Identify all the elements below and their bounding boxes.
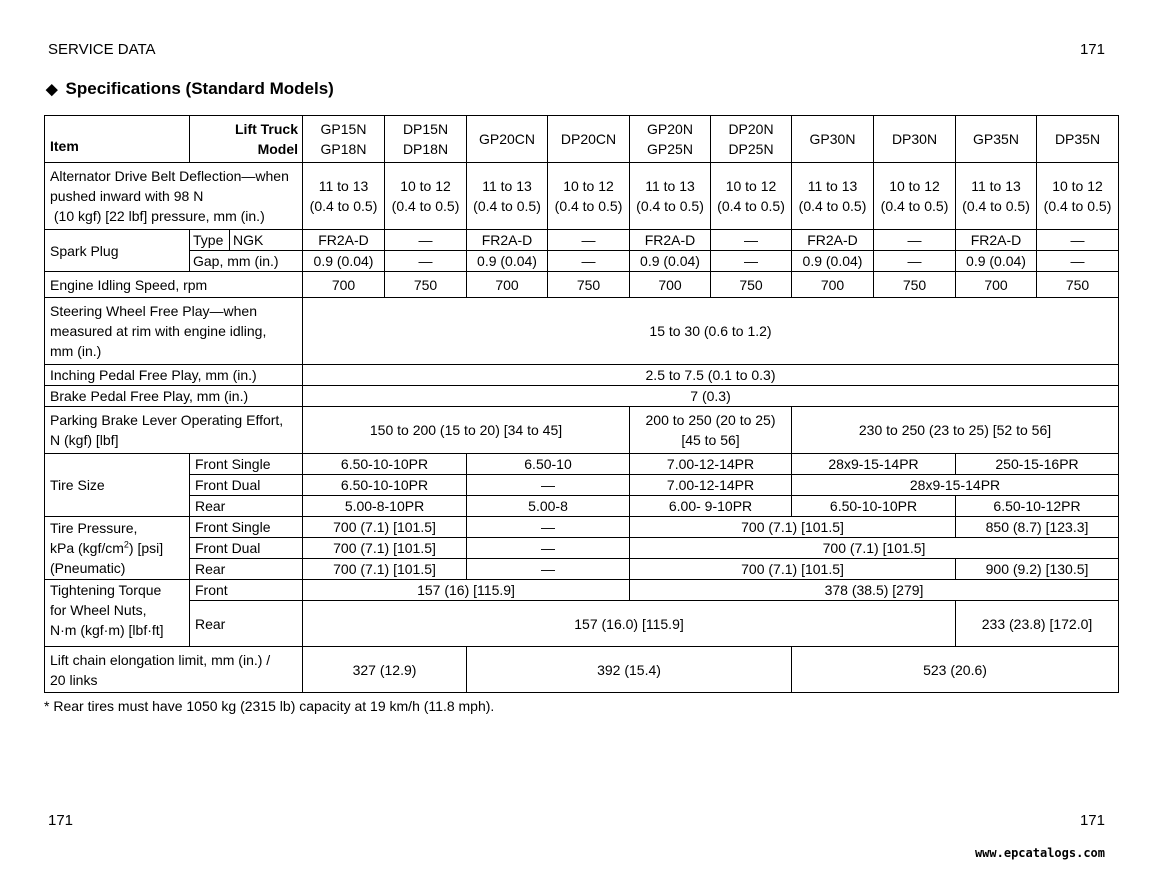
- parking-brake-value: 230 to 250 (23 to 25) [52 to 56]: [792, 407, 1119, 454]
- idle-speed-value: 750: [1037, 272, 1119, 298]
- model-header: DP20CN: [548, 116, 630, 163]
- idle-speed-value: 700: [630, 272, 711, 298]
- idle-speed-value: 700: [956, 272, 1037, 298]
- tire-pressure-value: —: [467, 517, 630, 538]
- idle-speed-value: 750: [874, 272, 956, 298]
- tire-pressure-sub-label: Front Dual: [190, 538, 303, 559]
- torque-value: 157 (16) [115.9]: [303, 580, 630, 601]
- table-row-brake: [45, 386, 1119, 407]
- spark-gap-label: Gap, mm (in.): [190, 251, 303, 272]
- model-header: GP30N: [792, 116, 874, 163]
- tire-pressure-value: 700 (7.1) [101.5]: [303, 517, 467, 538]
- tire-size-value: 6.50-10-10PR: [303, 475, 467, 496]
- inching-label: Inching Pedal Free Play, mm (in.): [45, 365, 303, 386]
- idle-speed-value: 700: [303, 272, 385, 298]
- tire-pressure-sub-label: Rear: [190, 559, 303, 580]
- page-number-bottom-left: 171: [48, 812, 74, 829]
- idle-speed-value: 750: [711, 272, 792, 298]
- spark-gap-value: —: [874, 251, 956, 272]
- spark-type-value: FR2A-D: [956, 230, 1037, 251]
- tire-size-sub-label: Rear: [190, 496, 303, 517]
- tire-size-sub-label: Front Single: [190, 454, 303, 475]
- alternator-value: 11 to 13 (0.4 to 0.5): [630, 163, 711, 230]
- torque-sub-label: Front: [190, 580, 303, 601]
- brake-value: 7 (0.3): [303, 386, 1119, 407]
- idle-speed-value: 700: [792, 272, 874, 298]
- idle-speed-value: 750: [548, 272, 630, 298]
- torque-value: 157 (16.0) [115.9]: [303, 601, 956, 647]
- page-title: [46, 79, 334, 99]
- table-row-inching: [45, 365, 1119, 386]
- table-row-tire-pressure-rear: [45, 559, 1119, 580]
- table-header-row: [45, 116, 1119, 163]
- alternator-value: 11 to 13 (0.4 to 0.5): [956, 163, 1037, 230]
- table-row-tire-pressure-front-single: [45, 517, 1119, 538]
- spark-type-value: —: [711, 230, 792, 251]
- spark-type-label: Type: [190, 230, 230, 251]
- table-row-tire-size-rear: [45, 496, 1119, 517]
- footnote: * Rear tires must have 1050 kg (2315 lb) capacity at 19 km/h (11.8 mph).: [44, 698, 495, 714]
- spark-type-value: —: [548, 230, 630, 251]
- spark-type-brand: NGK: [230, 230, 303, 251]
- tire-pressure-value: 850 (8.7) [123.3]: [956, 517, 1119, 538]
- table-row-tire-size-front-dual: [45, 475, 1119, 496]
- idle-speed-label: Engine Idling Speed, rpm: [45, 272, 303, 298]
- tire-size-value: 6.50-10: [467, 454, 630, 475]
- diamond-bullet-icon: ◆: [46, 81, 58, 98]
- parking-brake-value: 150 to 200 (15 to 20) [34 to 45]: [303, 407, 630, 454]
- alternator-value: 11 to 13 (0.4 to 0.5): [467, 163, 548, 230]
- alternator-value: 10 to 12 (0.4 to 0.5): [548, 163, 630, 230]
- chain-value: 523 (20.6): [792, 647, 1119, 693]
- model-header: DP15N DP18N: [385, 116, 467, 163]
- tire-size-value: 6.00- 9-10PR: [630, 496, 792, 517]
- steering-value: 15 to 30 (0.6 to 1.2): [303, 298, 1119, 365]
- table-row-parking-brake: [45, 407, 1119, 454]
- torque-value: 233 (23.8) [172.0]: [956, 601, 1119, 647]
- page-number-top: 171: [1079, 41, 1105, 58]
- chain-value: 327 (12.9): [303, 647, 467, 693]
- inching-value: 2.5 to 7.5 (0.1 to 0.3): [303, 365, 1119, 386]
- tire-size-value: —: [467, 475, 630, 496]
- alternator-value: 11 to 13 (0.4 to 0.5): [303, 163, 385, 230]
- table-row-spark-plug-type: [45, 230, 1119, 251]
- spark-gap-value: 0.9 (0.04): [303, 251, 385, 272]
- table-row-torque-rear: [45, 601, 1119, 647]
- spark-gap-value: 0.9 (0.04): [792, 251, 874, 272]
- model-header: GP20N GP25N: [630, 116, 711, 163]
- table-row-idle-speed: [45, 272, 1119, 298]
- tire-pressure-sub-label: Front Single: [190, 517, 303, 538]
- site-watermark: www.epcatalogs.com: [974, 846, 1105, 860]
- torque-label: Tightening Torque for Wheel Nuts, N·m (kgf·m) [lbf·ft]: [45, 580, 190, 647]
- model-header: GP35N: [956, 116, 1037, 163]
- table-row-torque-front: [45, 580, 1119, 601]
- spark-gap-value: —: [1037, 251, 1119, 272]
- alternator-value: 10 to 12 (0.4 to 0.5): [1037, 163, 1119, 230]
- alternator-value: 10 to 12 (0.4 to 0.5): [874, 163, 956, 230]
- tire-pressure-value: —: [467, 559, 630, 580]
- tire-pressure-value: 900 (9.2) [130.5]: [956, 559, 1119, 580]
- chain-value: 392 (15.4): [467, 647, 792, 693]
- table-row-chain: [45, 647, 1119, 693]
- tire-pressure-value: 700 (7.1) [101.5]: [303, 559, 467, 580]
- tire-size-value: 7.00-12-14PR: [630, 454, 792, 475]
- torque-value: 378 (38.5) [279]: [630, 580, 1119, 601]
- torque-sub-label: Rear: [190, 601, 303, 647]
- parking-brake-label: Parking Brake Lever Operating Effort, N (kgf) [lbf]: [45, 407, 303, 454]
- model-header: DP35N: [1037, 116, 1119, 163]
- table-row-alternator: [45, 163, 1119, 230]
- idle-speed-value: 750: [385, 272, 467, 298]
- spark-type-value: —: [1037, 230, 1119, 251]
- spark-type-value: —: [385, 230, 467, 251]
- idle-speed-value: 700: [467, 272, 548, 298]
- spark-gap-value: 0.9 (0.04): [956, 251, 1037, 272]
- tire-pressure-value: 700 (7.1) [101.5]: [630, 517, 956, 538]
- tire-size-value: 6.50-10-10PR: [792, 496, 956, 517]
- tire-size-label: Tire Size: [45, 454, 190, 517]
- steering-label: Steering Wheel Free Play—when measured at rim with engine idling, mm (in.): [45, 298, 303, 365]
- chain-label: Lift chain elongation limit, mm (in.) / 20 links: [45, 647, 303, 693]
- tire-size-value: 5.00-8: [467, 496, 630, 517]
- tire-pressure-value: 700 (7.1) [101.5]: [630, 559, 956, 580]
- model-header: DP20N DP25N: [711, 116, 792, 163]
- tire-size-value: 7.00-12-14PR: [630, 475, 792, 496]
- tire-pressure-value: 700 (7.1) [101.5]: [303, 538, 467, 559]
- page-number-bottom-right: 171: [1079, 812, 1105, 829]
- tire-size-sub-label: Front Dual: [190, 475, 303, 496]
- tire-pressure-label: Tire Pressure, kPa $(kgf/cm^2)$ [psi] (Pneumatic): [45, 517, 190, 580]
- spark-gap-value: —: [385, 251, 467, 272]
- specifications-table: [44, 115, 1119, 693]
- model-header: GP15N GP18N: [303, 116, 385, 163]
- tire-size-value: 6.50-10-10PR: [303, 454, 467, 475]
- brake-label: Brake Pedal Free Play, mm (in.): [45, 386, 303, 407]
- model-header: GP20CN: [467, 116, 548, 163]
- spark-gap-value: —: [711, 251, 792, 272]
- item-header: Item: [45, 116, 190, 163]
- alternator-label: Alternator Drive Belt Deflection—when pushed inward with 98 N (10 kgf) [22 lbf] pressure, mm (in.): [45, 163, 303, 230]
- section-header: SERVICE DATA: [48, 41, 156, 58]
- alternator-value: 10 to 12 (0.4 to 0.5): [711, 163, 792, 230]
- table-row-spark-plug-gap: [45, 251, 1119, 272]
- tire-size-value: 5.00-8-10PR: [303, 496, 467, 517]
- table-row-tire-size-front-single: [45, 454, 1119, 475]
- spark-gap-value: 0.9 (0.04): [467, 251, 548, 272]
- alternator-value: 11 to 13 (0.4 to 0.5): [792, 163, 874, 230]
- tire-pressure-value: 700 (7.1) [101.5]: [630, 538, 1119, 559]
- tire-size-value: 28x9-15-14PR: [792, 454, 956, 475]
- spark-plug-label: Spark Plug: [45, 230, 190, 272]
- alternator-value: 10 to 12 (0.4 to 0.5): [385, 163, 467, 230]
- spark-type-value: FR2A-D: [467, 230, 548, 251]
- spark-gap-value: 0.9 (0.04): [630, 251, 711, 272]
- spark-type-value: FR2A-D: [630, 230, 711, 251]
- tire-size-value: 6.50-10-12PR: [956, 496, 1119, 517]
- tire-size-value: 28x9-15-14PR: [792, 475, 1119, 496]
- spark-type-value: FR2A-D: [303, 230, 385, 251]
- tire-pressure-value: —: [467, 538, 630, 559]
- table-row-steering: [45, 298, 1119, 365]
- tire-size-value: 250-15-16PR: [956, 454, 1119, 475]
- spark-type-value: FR2A-D: [792, 230, 874, 251]
- parking-brake-value: 200 to 250 (20 to 25) [45 to 56]: [630, 407, 792, 454]
- lift-truck-model-header: Lift Truck Model: [190, 116, 303, 163]
- model-header: DP30N: [874, 116, 956, 163]
- spark-type-value: —: [874, 230, 956, 251]
- table-row-tire-pressure-front-dual: [45, 538, 1119, 559]
- spark-gap-value: —: [548, 251, 630, 272]
- page-title-text: Specifications (Standard Models): [65, 79, 334, 98]
